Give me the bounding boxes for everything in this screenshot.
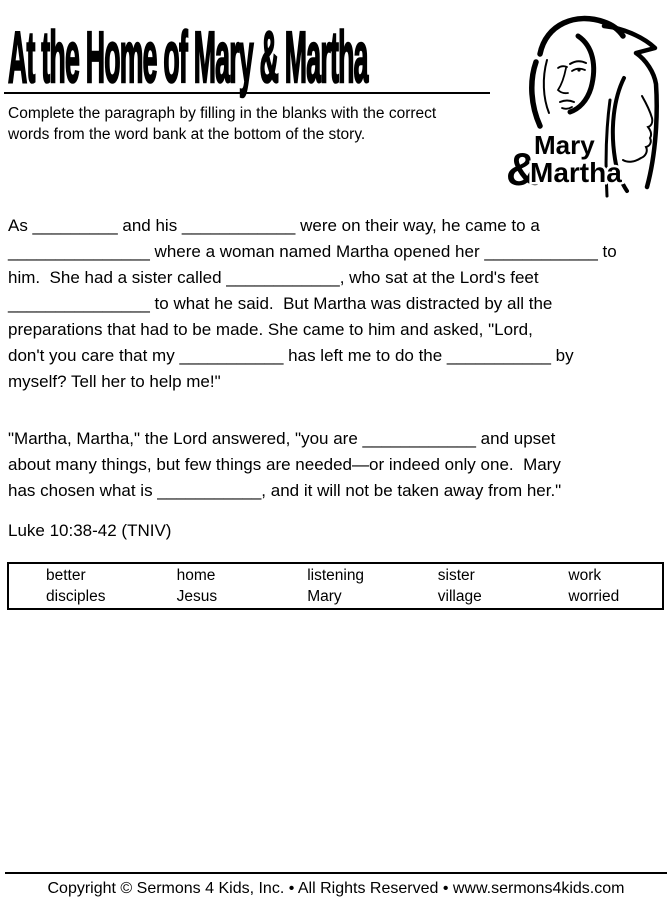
footer-divider bbox=[5, 872, 667, 874]
mary-and-martha-logo bbox=[506, 4, 666, 199]
word-bank-word: better bbox=[46, 566, 86, 584]
story-line: about many things, but few things are needed—or indeed only one. Mary bbox=[8, 455, 561, 474]
page-title: At the Home of Mary & Martha bbox=[8, 18, 368, 98]
two-women-line-drawing-icon bbox=[506, 4, 666, 199]
scripture-reference: Luke 10:38-42 (TNIV) bbox=[8, 521, 172, 540]
word-bank-word: listening bbox=[307, 566, 365, 584]
word-bank-word: sister bbox=[437, 566, 475, 584]
word-bank-word: worried bbox=[568, 587, 620, 605]
story-paragraph-1 bbox=[8, 213, 617, 395]
instructions-line: words from the word bank at the bottom of the story. bbox=[8, 126, 366, 143]
copyright-footer: Copyright © Sermons 4 Kids, Inc. • All Rights Reserved • www.sermons4kids.com bbox=[47, 880, 625, 897]
logo-word-martha: Martha bbox=[530, 157, 622, 188]
story-line: "Martha, Martha," the Lord answered, "you are ____________ and upset bbox=[8, 429, 556, 448]
word-bank-word: Mary bbox=[307, 587, 342, 605]
story-line: preparations that had to be made. She came to him and asked, "Lord, bbox=[8, 320, 533, 339]
word-bank-word: home bbox=[176, 566, 216, 584]
word-bank-word: village bbox=[437, 587, 482, 605]
story-line: As _________ and his ____________ were on their way, he came to a bbox=[8, 216, 540, 235]
word-bank-word: Jesus bbox=[176, 587, 218, 605]
story-line: _______________ to what he said. But Martha was distracted by all the bbox=[8, 294, 553, 313]
instructions-line: Complete the paragraph by filling in the blanks with the correct bbox=[8, 105, 437, 122]
story-line: don't you care that my ___________ has left me to do the ___________ by bbox=[8, 346, 574, 365]
logo-word-mary: Mary bbox=[534, 130, 595, 160]
story-paragraph-2 bbox=[8, 426, 561, 504]
story-line: him. She had a sister called ____________, who sat at the Lord's feet bbox=[8, 268, 539, 287]
logo-ampersand: & bbox=[506, 143, 540, 195]
instructions bbox=[8, 103, 488, 145]
word-bank-word: disciples bbox=[46, 587, 106, 605]
page-title-wrap bbox=[8, 18, 508, 98]
word-bank-word: work bbox=[568, 566, 602, 584]
story-line: _______________ where a woman named Martha opened her ____________ to bbox=[8, 242, 617, 261]
story-line: has chosen what is ___________, and it will not be taken away from her." bbox=[8, 481, 562, 500]
story-line: myself? Tell her to help me!" bbox=[8, 372, 221, 391]
title-divider bbox=[4, 92, 490, 94]
word-bank bbox=[7, 562, 664, 610]
